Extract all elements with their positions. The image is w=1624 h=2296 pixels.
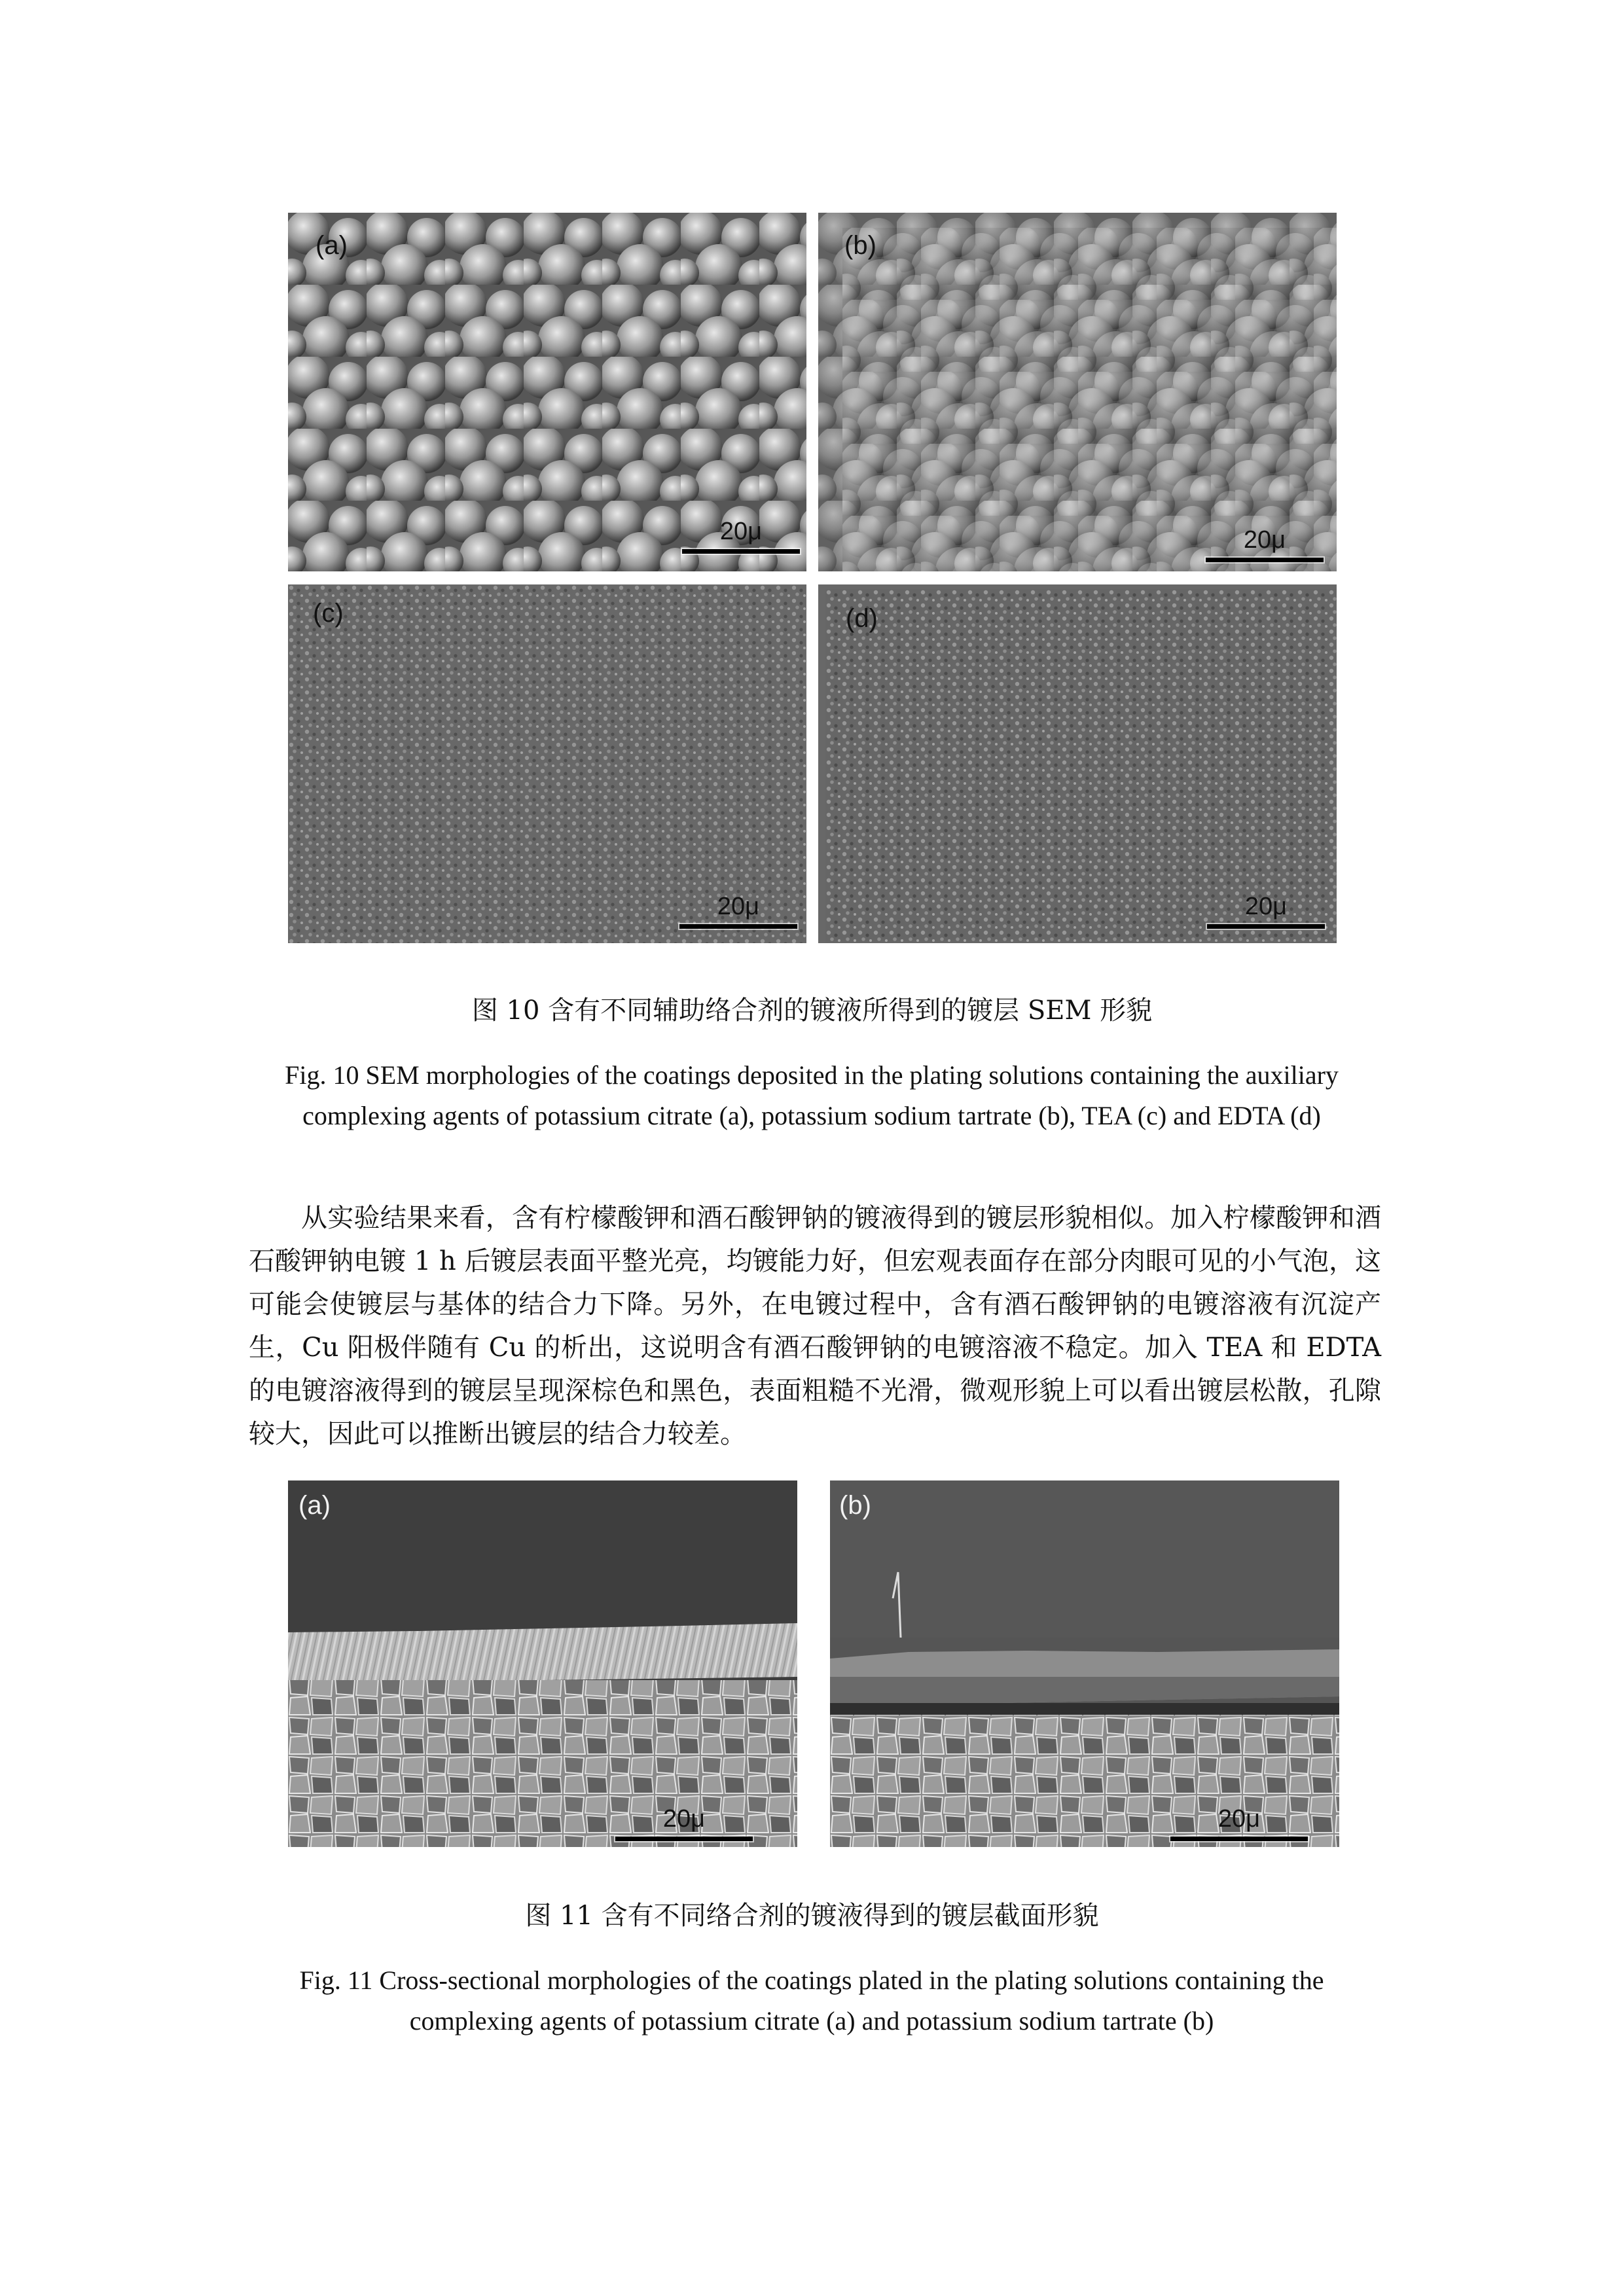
scale-bar (1206, 526, 1324, 565)
cross-section-texture (288, 1480, 797, 1847)
scale-label: 20μ (662, 1805, 706, 1833)
sem-image-b (818, 213, 1337, 571)
body-paragraph: 从实验结果来看，含有柠檬酸钾和酒石酸钾钠的镀液得到的镀层形貌相似。加入柠檬酸钾和酒石酸钾钠电镀 1 h 后镀层表面平整光亮，均镀能力好，但宏观表面存在部分肉眼可见的小气泡，这可能会使镀层与基体的结合力下降。另外，在电镀过程中，含有酒石酸钾钠的电镀溶液有沉淀产生，Cu 阳极伴随有 Cu 的析出，这说明含有酒石酸钾钠的电镀溶液不稳定。加入 TEA 和 EDTA 的电镀溶液得到的镀层呈现深棕色和黑色，表面粗糙不光滑，微观形貌上可以看出镀层松散，孔隙较大，因此可以推断出镀层的结合力较差。 (249, 1203, 1381, 1449)
panel-label: (a) (298, 1491, 331, 1520)
scale-bar (682, 517, 800, 556)
cross-section-image-a (288, 1480, 797, 1847)
sem-image-d (818, 584, 1337, 943)
sem-texture-nodular (818, 213, 1337, 571)
figure-10-caption-cn: 图 10 含有不同辅助络合剂的镀液所得到的镀层 SEM 形貌 (471, 996, 1153, 1026)
panel-label: (a) (316, 231, 348, 260)
scale-label: 20μ (1243, 526, 1286, 554)
scale-label: 20μ (1218, 1805, 1261, 1833)
sem-image-c (288, 584, 806, 943)
sem-texture-porous (818, 584, 1337, 943)
scale-label: 20μ (1244, 893, 1288, 920)
body-text (249, 1196, 1381, 1456)
sem-image-a (288, 213, 806, 571)
scale-bar (615, 1804, 753, 1844)
scale-label: 20μ (719, 518, 763, 545)
panel-label: (c) (313, 599, 344, 628)
figure-10-caption-en: Fig. 10 SEM morphologies of the coatings deposited in the plating solutions containing the auxiliary complexing agents of potassium citrate (a), potassium sodium tartrate (b), TEA (c) and EDTA (d) (285, 1060, 1339, 1130)
scale-bar (679, 892, 797, 931)
panel-label: (d) (846, 604, 878, 633)
sem-texture-porous (288, 584, 806, 943)
cross-section-image-b (830, 1480, 1339, 1847)
scale-bar (1207, 892, 1325, 931)
cross-section-texture (830, 1480, 1339, 1847)
figure-11-caption-cn: 图 11 含有不同络合剂的镀液得到的镀层截面形貌 (525, 1901, 1099, 1931)
figure-11-caption-en: Fig. 11 Cross-sectional morphologies of the coatings plated in the plating solutions containing the complexing agents of potassium citrate (a) and potassium sodium tartrate (b) (299, 1965, 1324, 2036)
panel-label: (b) (839, 1491, 871, 1520)
panel-label: (b) (844, 231, 876, 260)
scale-bar (1170, 1804, 1308, 1844)
scale-label: 20μ (717, 893, 760, 920)
